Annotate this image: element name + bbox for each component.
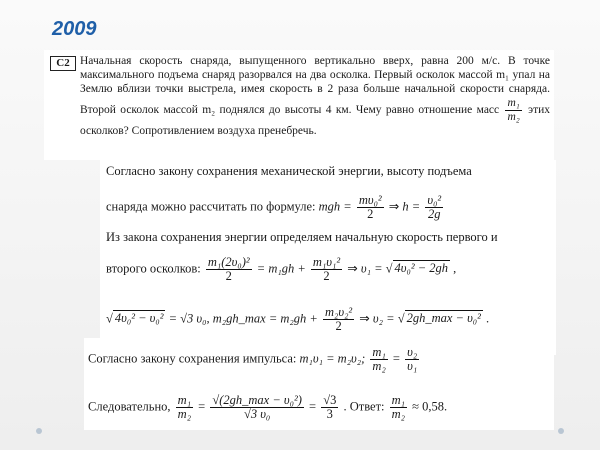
mass-ratio: $\frac{\text{m₁}}{\text{m₂}}$ <box>507 96 520 123</box>
decorative-dot <box>36 428 42 434</box>
solution-line: Согласно закону сохранения механической энергии, высоту подъема <box>106 164 472 178</box>
conclusion-formula-2: Следовательно, $\frac{\text{m₁}}{\text{m₂}}$ = $\frac{\text{√(2gh\_max − υ₀²)}}{\text{√3 υ₀}}$ = $\frac{√3}{3}$ . Ответ: $\frac{\text{m₁}}{\text{m₂}}$ ≈ 0,58. <box>88 393 448 421</box>
problem-text: Начальная скорость снаряда, выпущенного вертикально вверх, равна 200 м/с. В точке максимального подъема снаряд разорвался на два осколка. Первый осколок массой m₁ упал на Землю вблизи точки выстрела, имея скорость в 2 раза больше начальной скорости снаряда. Второй осколок массой m₂ поднялся до высоты 4 км. Чему равно отношение масс $\frac{\text{m₁}}{\text{m₂}}$ этих осколков? Сопротивлением воздуха пренебречь. <box>80 55 551 137</box>
solution-line: Из закона сохранения энергии определяем начальную скорость первого и <box>106 230 498 244</box>
solution-formula-2: второго осколков: $\frac{\text{m₁(2υ₀)²}}{2}$ = m₁gh + $\frac{\text{m₁υ₁²}}{2}$ ⇒ υ₁ = √ 4υ₀² − 2gh , <box>106 255 457 283</box>
answer-value: ≈ 0,58. <box>412 399 448 414</box>
conclusion-block <box>84 338 554 430</box>
decorative-dot <box>558 428 564 434</box>
problem-statement <box>44 50 554 160</box>
solution-formula-3: √ 4υ₀² − υ₀² = √3 υ₀, m₂gh_max = m₂gh + $\frac{\text{m₂υ₂²}}{2}$ ⇒ υ₂ = √ 2gh_max − υ₀² . <box>106 305 490 333</box>
conclusion-formula-1: Согласно закону сохранения импульса: m₁υ₁ = m₂υ₂; $\frac{\text{m₁}}{\text{m₂}}$ = $\frac{\text{υ₂}}{\text{υ₁}}$ <box>88 345 418 373</box>
solution-formula-1: снаряда можно рассчитать по формуле: mgh = $\frac{\text{mυ₀²}}{2}$ ⇒ h = $\frac{\text{υ₀²}}{2g}$ <box>106 193 442 221</box>
problem-label: C2 <box>50 56 76 71</box>
solution-block <box>100 160 556 355</box>
year-title: 2009 <box>52 18 97 40</box>
